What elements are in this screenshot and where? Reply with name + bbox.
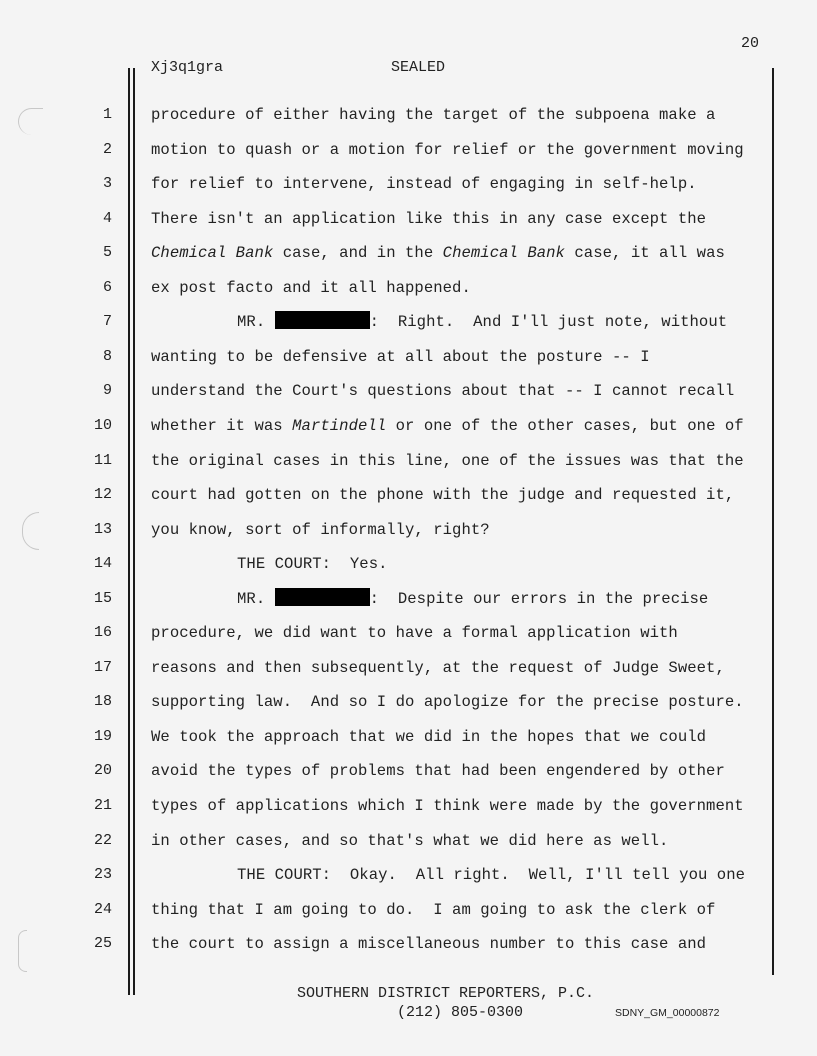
transcript-line	[0, 483, 817, 507]
line-text: procedure of either having the target of the subpoena make a	[151, 106, 716, 124]
transcript-line	[0, 829, 817, 853]
transcript-line	[0, 207, 817, 231]
transcript-line	[0, 138, 817, 162]
line-text: for relief to intervene, instead of engaging in self-help.	[151, 175, 697, 194]
text-segment: MR.	[237, 589, 275, 608]
bates-number: SDNY_GM_00000872	[615, 1007, 720, 1019]
line-number: 9	[102, 382, 112, 400]
line-number: 15	[93, 589, 112, 607]
transcript-line	[0, 932, 817, 956]
line-number: 3	[102, 175, 112, 193]
transcript-line	[0, 414, 817, 438]
line-text: THE COURT: Okay. All right. Well, I'll tell you one	[237, 866, 746, 885]
line-number: 23	[93, 866, 112, 884]
line-number: 12	[93, 486, 112, 504]
line-number: 6	[102, 278, 112, 296]
line-number: 2	[102, 140, 112, 158]
case-code: Xj3q1gra	[151, 59, 224, 76]
transcript-line	[0, 690, 817, 714]
line-number: 17	[93, 658, 112, 676]
transcript-line	[0, 759, 817, 783]
line-text: types of applications which I think were made by the government	[151, 797, 744, 815]
transcript-line	[0, 103, 817, 127]
transcript-line	[0, 449, 817, 473]
line-number: 25	[93, 935, 112, 953]
redaction-bar	[275, 311, 370, 329]
line-text: There isn't an application like this in any case except the	[151, 209, 707, 228]
transcript-line	[0, 379, 817, 403]
line-text: reasons and then subsequently, at the request of Judge Sweet,	[151, 658, 725, 677]
text-segment: case, it all was	[564, 244, 725, 263]
line-text: ex post facto and it all happened.	[151, 278, 471, 297]
transcript-line	[0, 656, 817, 680]
transcript-line	[0, 898, 817, 922]
line-text: supporting law. And so I do apologize for the precise posture.	[151, 693, 744, 712]
line-number: 22	[93, 831, 112, 849]
transcript-line	[0, 310, 817, 334]
transcript-line	[0, 725, 817, 749]
line-text: avoid the types of problems that had been engendered by other	[151, 762, 725, 781]
transcript-line	[0, 552, 817, 576]
line-text: motion to quash or a motion for relief or the government moving	[151, 140, 744, 159]
transcript-line	[0, 241, 817, 265]
line-text: thing that I am going to do. I am going to ask the clerk of	[151, 900, 716, 919]
line-number: 24	[93, 900, 112, 918]
line-text: in other cases, and so that's what we did here as well.	[151, 831, 669, 850]
line-text: We took the approach that we did in the hopes that we could	[151, 727, 707, 746]
line-text: procedure, we did want to have a formal application with	[151, 624, 678, 643]
line-number: 21	[93, 797, 112, 814]
line-text: the original cases in this line, one of the issues was that the	[151, 451, 744, 470]
line-number: 20	[93, 762, 112, 780]
line-number: 4	[102, 209, 112, 227]
line-text: you know, sort of informally, right?	[151, 520, 490, 539]
page-number: 20	[741, 35, 760, 52]
transcript-line	[0, 345, 817, 369]
transcript-line	[0, 621, 817, 645]
transcript-line	[0, 172, 817, 196]
line-number: 5	[102, 244, 112, 262]
text-segment: MR.	[237, 313, 275, 332]
text-segment: : Despite our errors in the precise	[369, 589, 709, 608]
line-text	[151, 414, 744, 438]
line-text: understand the Court's questions about that -- I cannot recall	[151, 382, 735, 401]
text-segment: : Right. And I'll just note, without	[369, 313, 728, 332]
line-text	[151, 241, 725, 265]
text-segment: whether it was	[151, 416, 293, 435]
line-number: 14	[93, 555, 112, 573]
transcript-line	[0, 276, 817, 300]
line-number: 7	[102, 313, 112, 331]
line-text: the court to assign a miscellaneous number to this case and	[151, 935, 707, 954]
line-number: 19	[93, 727, 112, 745]
transcript-line	[0, 863, 817, 887]
reporter-phone: (212) 805-0300	[397, 1004, 524, 1021]
case-name-italic: Martindell	[292, 416, 387, 435]
sealed-label: SEALED	[391, 59, 446, 76]
line-number: 1	[102, 106, 112, 123]
text-segment: or one of the other cases, but one of	[386, 416, 744, 435]
line-number: 8	[102, 347, 112, 365]
line-text: THE COURT: Yes.	[237, 555, 388, 574]
transcript-line	[0, 587, 817, 611]
line-text: court had gotten on the phone with the judge and requested it,	[151, 486, 735, 505]
line-text: wanting to be defensive at all about the posture -- I	[151, 347, 650, 366]
line-text	[237, 310, 727, 334]
line-number: 13	[93, 520, 112, 538]
transcript-line	[0, 518, 817, 542]
case-name-italic: Chemical Bank	[151, 244, 274, 263]
case-name-italic: Chemical Bank	[442, 244, 565, 263]
line-text	[237, 587, 708, 611]
line-number: 18	[93, 693, 112, 711]
line-number: 16	[93, 624, 112, 642]
reporter-name: SOUTHERN DISTRICT REPORTERS, P.C.	[297, 985, 595, 1002]
line-number: 10	[93, 416, 112, 434]
line-number: 11	[93, 451, 112, 469]
text-segment: case, and in the	[273, 244, 443, 263]
redaction-bar	[275, 588, 370, 606]
transcript-line	[0, 794, 817, 818]
